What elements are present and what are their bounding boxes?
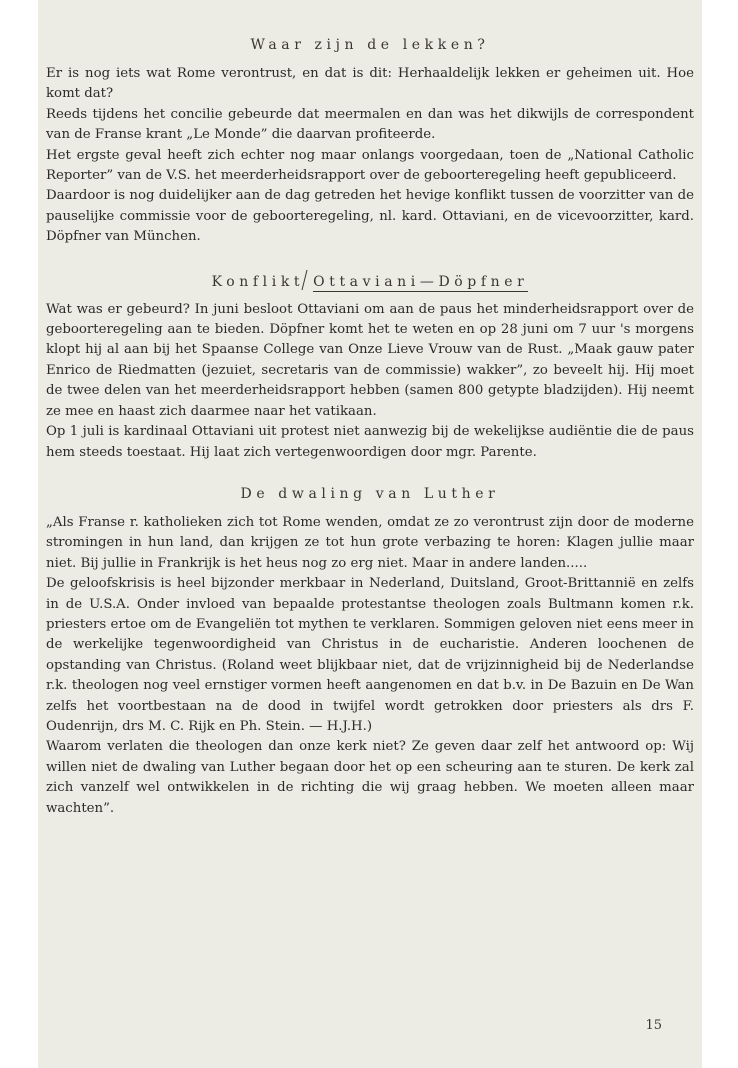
section-heading-lekken: Waar zijn de lekken?	[250, 37, 490, 53]
heading-underlined-names: Ottaviani—Döpfner	[313, 273, 529, 290]
paragraph: Wat was er gebeurd? In juni besloot Ottaviani om aan de paus het minderheidsrapport over de geboorteregeling aan te bieden. Döpfner komt het te weten en op 28 juni om 7 uur 's morgens klopt hij al aan bij het Spaanse College van Onze Lieve Vrouw van de Rust. „Maak gauw pater Enrico de Riedmatten (jezuiet, secretaris van de commissie) wakker”, zo beveelt hij. Hij moet de twee delen van het meerderheidsrapport hebben (samen 800 getypte bladzijden). Hij neemt ze mee en haast zich daarmee naar het vatikaan.	[46, 301, 694, 419]
paragraph: De geloofskrisis is heel bijzonder merkbaar in Nederland, Duitsland, Groot-Brittannië en zelfs in de U.S.A. Onder invloed van bepaalde protestantse theologen zoals Bultmann komen r.k. priesters ertoe om de Evangeliën tot mythen te verklaren. Sommigen geloven niet eens meer in de werkelijke tegenwoordigheid van Christus in de eucharistie. Anderen loochenen de opstanding van Christus. (Roland weet blijkbaar niet, dat de vrijzinnigheid bij de Nederlandse r.k. theologen nog veel ernstiger vormen heeft aangenomen en dat b.v. in De Bazuin en De Wan zelfs het voortbestaan na de dood in twijfel wordt getrokken door priesters als drs F. Oudenrijn, drs M. C. Rijk en Ph. Stein. — H.J.H.)	[46, 576, 694, 734]
section-heading-konflikt	[46, 270, 694, 288]
handwritten-slash-mark	[302, 270, 314, 290]
section-heading-luther: De dwaling van Luther	[240, 485, 500, 502]
heading-prefix: Konflikt	[211, 273, 305, 290]
paragraph: Waarom verlaten die theologen dan onze kerk niet? Ze geven daar zelf het antwoord op: Wij willen niet de dwaling van Luther begaan door het op een scheuring aan te sturen. De kerk zal zich vanzelf wel ontwikkelen in de richting die wij graag hebben. We moeten alleen maar wachten”.	[46, 739, 694, 816]
paragraph: Reeds tijdens het concilie gebeurde dat meermalen en dan was het dikwijls de correspondent van de Franse krant „Le Monde” die daarvan profiteerde.	[46, 106, 694, 143]
paragraph: Er is nog iets wat Rome verontrust, en dat is dit: Herhaaldelijk lekken er geheimen uit. Hoe komt dat?	[46, 66, 694, 102]
paragraph: Op 1 juli is kardinaal Ottaviani uit protest niet aanwezig bij de wekelijkse audiëntie die de paus hem steeds toestaat. Hij laat zich vertegenwoordigen door mgr. Parente.	[46, 424, 694, 460]
book-page	[38, 0, 702, 1068]
paragraph: Daardoor is nog duidelijker aan de dag getreden het hevige konflikt tussen de voorzitter van de pauselijke commissie voor de geboorteregeling, nl. kard. Ottaviani, en de vicevoorzitter, kard. Döpfner van München.	[46, 188, 694, 245]
page-content	[46, 36, 694, 819]
page-number: 15	[645, 1018, 662, 1033]
paragraph: Het ergste geval heeft zich echter nog maar onlangs voorgedaan, toen de „National Catholic Reporter” van de V.S. het meerderheidsrapport over de geboorteregeling heeft gepubliceerd.	[46, 147, 694, 184]
paragraph: „Als Franse r. katholieken zich tot Rome wenden, omdat ze zo verontrust zijn door de moderne stromingen in hun land, dan krijgen ze tot hun grote verbazing te horen: Klagen jullie maar niet. Bij jullie in Frankrijk is het heus nog zo erg niet. Maar in andere landen.....	[46, 514, 694, 571]
